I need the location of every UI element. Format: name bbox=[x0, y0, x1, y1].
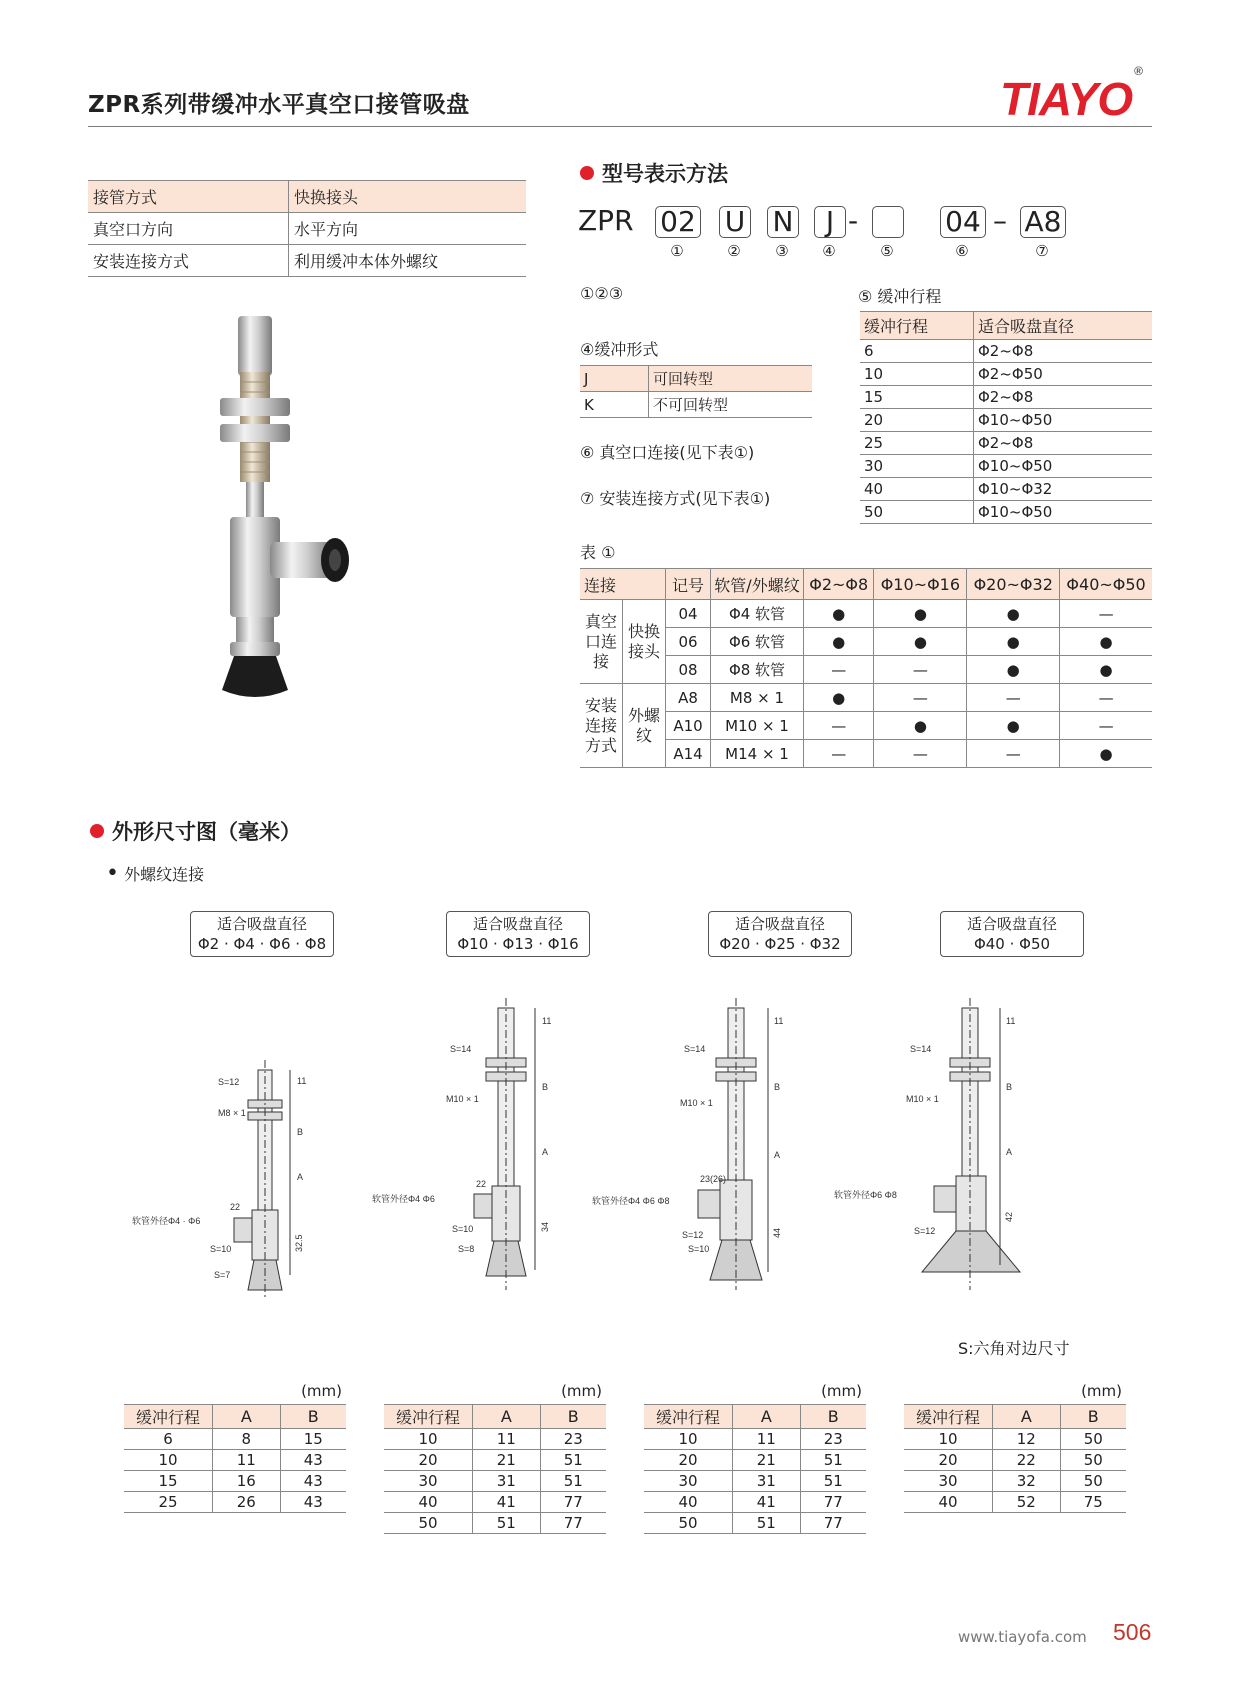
form-code: J bbox=[580, 366, 649, 392]
table-row bbox=[860, 409, 1152, 432]
header-cell: 软管/外螺纹 bbox=[711, 569, 804, 600]
model-code-7: A8 bbox=[1020, 206, 1066, 238]
drawing-3 bbox=[590, 990, 800, 1310]
mark-cell: — bbox=[1060, 600, 1152, 628]
cell: 51 bbox=[540, 1450, 606, 1471]
table-row bbox=[384, 1513, 606, 1534]
unit-label: (mm) bbox=[561, 1382, 602, 1400]
model-dash: - bbox=[848, 204, 859, 237]
cell: 50 bbox=[1060, 1450, 1126, 1471]
diameter-cell: Φ2~Φ50 bbox=[974, 363, 1153, 386]
cell: 51 bbox=[540, 1471, 606, 1492]
type-cell: M10 × 1 bbox=[711, 712, 804, 740]
cell: 40 bbox=[904, 1492, 993, 1513]
cell: 40 bbox=[644, 1492, 733, 1513]
mark-cell: — bbox=[874, 684, 967, 712]
cell: 51 bbox=[800, 1450, 866, 1471]
dims-section-title: 外形尺寸图（毫米） bbox=[90, 816, 301, 846]
cell: 20 bbox=[384, 1450, 473, 1471]
note-cushion-form: ④缓冲形式 bbox=[580, 340, 659, 359]
header-cell: B bbox=[1060, 1405, 1126, 1429]
type-cell: Φ8 软管 bbox=[711, 656, 804, 684]
brand-logo bbox=[1000, 63, 1142, 126]
page-title: ZPR系列带缓冲水平真空口接管吸盘 bbox=[88, 92, 470, 118]
spec-row bbox=[88, 213, 526, 245]
stroke-cell: 25 bbox=[860, 432, 974, 455]
label-b: B bbox=[774, 1082, 781, 1092]
cell: 10 bbox=[384, 1429, 473, 1450]
table-row bbox=[860, 340, 1152, 363]
mark-cell: ● bbox=[874, 600, 967, 628]
model-code-2: U bbox=[719, 206, 751, 238]
dims-subtitle: • 外螺纹连接 bbox=[106, 861, 205, 886]
table-row bbox=[860, 478, 1152, 501]
diameter-cell: Φ10~Φ32 bbox=[974, 478, 1153, 501]
mark-cell: — bbox=[1060, 684, 1152, 712]
label-a: A bbox=[1006, 1147, 1013, 1157]
model-code-5 bbox=[872, 206, 904, 238]
circle-number: ⑥ bbox=[955, 242, 969, 260]
table-row bbox=[904, 1471, 1126, 1492]
diameter-cell: Φ2~Φ8 bbox=[974, 340, 1153, 363]
spec-value: 水平方向 bbox=[289, 213, 527, 245]
header-cell: Φ40~Φ50 bbox=[1060, 569, 1152, 600]
page-number: 506 bbox=[1113, 1619, 1152, 1645]
drawing-1 bbox=[130, 1040, 330, 1310]
mark-cell: ● bbox=[804, 628, 874, 656]
header-cell: 缓冲行程 bbox=[384, 1405, 473, 1429]
label-hex-mid: S=10 bbox=[210, 1244, 232, 1254]
code-cell: 08 bbox=[666, 656, 711, 684]
table-row bbox=[644, 1471, 866, 1492]
mark-cell: ● bbox=[804, 684, 874, 712]
table-row bbox=[580, 684, 1152, 712]
cell: 77 bbox=[540, 1492, 606, 1513]
caption-box-2 bbox=[446, 911, 590, 957]
connection-table bbox=[580, 568, 1152, 768]
table1-caption: 表 ① bbox=[580, 543, 616, 562]
label-hex-low: S=7 bbox=[214, 1270, 231, 1280]
header-cell: 适合吸盘直径 bbox=[974, 312, 1153, 340]
label-a: A bbox=[774, 1150, 781, 1160]
stroke-cell: 50 bbox=[860, 501, 974, 524]
mark-cell: ● bbox=[967, 600, 1060, 628]
cell: 31 bbox=[733, 1471, 801, 1492]
table-row bbox=[644, 1450, 866, 1471]
cushion-form-table bbox=[580, 365, 812, 418]
cell: 15 bbox=[124, 1471, 213, 1492]
model-section-title: 型号表示方法 bbox=[580, 158, 728, 188]
header-cell: 缓冲行程 bbox=[644, 1405, 733, 1429]
caption-line: 适合吸盘直径 bbox=[472, 915, 563, 933]
table-row bbox=[580, 366, 812, 392]
header-cell: Φ10~Φ16 bbox=[874, 569, 967, 600]
cell: 77 bbox=[540, 1513, 606, 1534]
label-width: 22 bbox=[230, 1202, 241, 1212]
mark-cell: — bbox=[967, 740, 1060, 768]
table-row bbox=[124, 1450, 346, 1471]
cell: 22 bbox=[993, 1450, 1061, 1471]
code-cell: 04 bbox=[666, 600, 711, 628]
cell: 43 bbox=[280, 1450, 346, 1471]
header-cell: 缓冲行程 bbox=[860, 312, 974, 340]
table-row bbox=[580, 740, 1152, 768]
table-row bbox=[860, 455, 1152, 478]
label-b: B bbox=[1006, 1082, 1013, 1092]
table-row bbox=[580, 628, 1152, 656]
table-row bbox=[384, 1471, 606, 1492]
type-cell: M8 × 1 bbox=[711, 684, 804, 712]
circle-number: ⑤ bbox=[880, 242, 894, 260]
cell: 50 bbox=[384, 1513, 473, 1534]
group-sub-label: 外螺纹 bbox=[623, 684, 666, 768]
label-tube: 软管外径Φ4 · Φ6 bbox=[132, 1216, 201, 1226]
cell: 10 bbox=[904, 1429, 993, 1450]
label-hex-low: S=10 bbox=[688, 1244, 710, 1254]
header-cell: B bbox=[800, 1405, 866, 1429]
header-cell: 缓冲行程 bbox=[124, 1405, 213, 1429]
circle-number: ③ bbox=[775, 242, 789, 260]
caption-box-1 bbox=[190, 911, 334, 957]
registered-mark: ® bbox=[1134, 63, 1142, 78]
label-top: 11 bbox=[774, 1016, 784, 1026]
cell: 21 bbox=[733, 1450, 801, 1471]
table-row bbox=[580, 600, 1152, 628]
cell: 23 bbox=[540, 1429, 606, 1450]
spec-table bbox=[88, 180, 526, 277]
mark-cell: ● bbox=[967, 656, 1060, 684]
cell: 50 bbox=[644, 1513, 733, 1534]
table-row bbox=[124, 1471, 346, 1492]
label-top: 11 bbox=[297, 1076, 307, 1086]
label-thread: M10 × 1 bbox=[680, 1098, 713, 1108]
diameter-cell: Φ2~Φ8 bbox=[974, 432, 1153, 455]
mark-cell: — bbox=[874, 740, 967, 768]
header-cell: A bbox=[993, 1405, 1061, 1429]
label-a: A bbox=[297, 1172, 304, 1182]
label-height: 32.5 bbox=[294, 1234, 304, 1252]
label-hex-top: S=14 bbox=[684, 1044, 706, 1054]
table-row bbox=[124, 1492, 346, 1513]
label-top: 11 bbox=[542, 1016, 552, 1026]
product-photo bbox=[210, 312, 360, 732]
cell: 8 bbox=[213, 1429, 281, 1450]
drawing-2 bbox=[370, 990, 570, 1310]
model-code-6: 04 bbox=[940, 206, 986, 238]
dim-table-4 bbox=[904, 1382, 1126, 1513]
table-row bbox=[580, 392, 812, 418]
bullet-icon: • bbox=[106, 861, 119, 886]
table-row bbox=[124, 1429, 346, 1450]
dim-table-2 bbox=[384, 1382, 606, 1534]
table-header-row bbox=[580, 569, 1152, 600]
mark-cell: ● bbox=[1060, 656, 1152, 684]
cell: 25 bbox=[124, 1492, 213, 1513]
stroke-table bbox=[860, 311, 1152, 524]
table-row bbox=[580, 656, 1152, 684]
cell: 23 bbox=[800, 1429, 866, 1450]
cell: 30 bbox=[644, 1471, 733, 1492]
spec-value: 利用缓冲本体外螺纹 bbox=[289, 245, 527, 277]
model-code-3: N bbox=[767, 206, 799, 238]
cell: 12 bbox=[993, 1429, 1061, 1450]
cell: 41 bbox=[473, 1492, 541, 1513]
caption-line: Φ2 · Φ4 · Φ6 · Φ8 bbox=[197, 935, 327, 953]
label-hex-mid: S=12 bbox=[914, 1226, 936, 1236]
label-hex-top: S=14 bbox=[450, 1044, 472, 1054]
caption-line: 适合吸盘直径 bbox=[216, 915, 307, 933]
label-b: B bbox=[297, 1127, 304, 1137]
note-vacuum-port: ⑥ 真空口连接(见下表①) bbox=[580, 443, 755, 462]
note-stroke: ⑤ 缓冲行程 bbox=[858, 287, 942, 306]
cell: 6 bbox=[124, 1429, 213, 1450]
cell: 50 bbox=[1060, 1471, 1126, 1492]
code-cell: A10 bbox=[666, 712, 711, 740]
cell: 41 bbox=[733, 1492, 801, 1513]
logo-text: TIAYO bbox=[1000, 73, 1133, 125]
diameter-cell: Φ10~Φ50 bbox=[974, 409, 1153, 432]
circle-number: ② bbox=[727, 242, 741, 260]
form-desc: 不可回转型 bbox=[649, 392, 813, 418]
table-row bbox=[904, 1429, 1126, 1450]
caption-box-3 bbox=[708, 911, 852, 957]
cell: 16 bbox=[213, 1471, 281, 1492]
mark-cell: ● bbox=[804, 600, 874, 628]
label-height: 42 bbox=[1004, 1211, 1014, 1222]
dim-table-1 bbox=[124, 1382, 346, 1513]
note-123: ①②③ bbox=[580, 284, 624, 303]
header-cell: Φ20~Φ32 bbox=[967, 569, 1060, 600]
cell: 31 bbox=[473, 1471, 541, 1492]
cell: 10 bbox=[644, 1429, 733, 1450]
label-thread: M10 × 1 bbox=[446, 1094, 479, 1104]
footer-url: www.tiayofa.com bbox=[958, 1628, 1087, 1646]
spec-key: 接管方式 bbox=[88, 181, 289, 213]
cell: 77 bbox=[800, 1492, 866, 1513]
caption-line: Φ20 · Φ25 · Φ32 bbox=[719, 935, 841, 953]
cell: 11 bbox=[213, 1450, 281, 1471]
caption-line: Φ10 · Φ13 · Φ16 bbox=[457, 935, 579, 953]
spec-row bbox=[88, 181, 526, 213]
header-divider bbox=[88, 126, 1152, 127]
unit-label: (mm) bbox=[1081, 1382, 1122, 1400]
mark-cell: ● bbox=[874, 628, 967, 656]
mark-cell: — bbox=[874, 656, 967, 684]
code-cell: 06 bbox=[666, 628, 711, 656]
unit-label: (mm) bbox=[821, 1382, 862, 1400]
cell: 52 bbox=[993, 1492, 1061, 1513]
header-cell: Φ2~Φ8 bbox=[804, 569, 874, 600]
cell: 30 bbox=[904, 1471, 993, 1492]
table-header-row bbox=[644, 1405, 866, 1429]
cell: 32 bbox=[993, 1471, 1061, 1492]
cell: 11 bbox=[473, 1429, 541, 1450]
circle-number: ① bbox=[670, 242, 684, 260]
code-cell: A14 bbox=[666, 740, 711, 768]
header-cell: B bbox=[280, 1405, 346, 1429]
label-height: 44 bbox=[772, 1227, 782, 1238]
cell: 20 bbox=[644, 1450, 733, 1471]
form-desc: 可回转型 bbox=[649, 366, 813, 392]
cell: 21 bbox=[473, 1450, 541, 1471]
label-tube: 软管外径Φ4 Φ6 bbox=[372, 1194, 435, 1204]
label-thread: M8 × 1 bbox=[218, 1108, 246, 1118]
header-cell: A bbox=[213, 1405, 281, 1429]
cell: 43 bbox=[280, 1471, 346, 1492]
table-header-row bbox=[860, 312, 1152, 340]
stroke-cell: 40 bbox=[860, 478, 974, 501]
stroke-cell: 20 bbox=[860, 409, 974, 432]
cell: 43 bbox=[280, 1492, 346, 1513]
cell: 75 bbox=[1060, 1492, 1126, 1513]
diameter-cell: Φ10~Φ50 bbox=[974, 501, 1153, 524]
stroke-cell: 30 bbox=[860, 455, 974, 478]
group-label: 真空口连接 bbox=[580, 600, 623, 684]
cell: 51 bbox=[800, 1471, 866, 1492]
label-width: 22 bbox=[476, 1179, 487, 1189]
dim-table-3 bbox=[644, 1382, 866, 1534]
caption-line: 适合吸盘直径 bbox=[734, 915, 825, 933]
mark-cell: ● bbox=[967, 628, 1060, 656]
label-thread: M10 × 1 bbox=[906, 1094, 939, 1104]
table-row bbox=[860, 363, 1152, 386]
circle-number: ④ bbox=[822, 242, 836, 260]
table-row bbox=[904, 1450, 1126, 1471]
cell: 11 bbox=[733, 1429, 801, 1450]
group-label: 安装连接方式 bbox=[580, 684, 623, 768]
red-dot-icon bbox=[580, 166, 594, 180]
model-code-1: 02 bbox=[655, 206, 701, 238]
table-row bbox=[860, 432, 1152, 455]
cell: 51 bbox=[473, 1513, 541, 1534]
cell: 10 bbox=[124, 1450, 213, 1471]
spec-value: 快换接头 bbox=[289, 181, 527, 213]
circle-number: ⑦ bbox=[1035, 242, 1049, 260]
cell: 30 bbox=[384, 1471, 473, 1492]
label-tube: 软管外径Φ4 Φ6 Φ8 bbox=[592, 1196, 670, 1206]
header-cell: 记号 bbox=[666, 569, 711, 600]
type-cell: Φ4 软管 bbox=[711, 600, 804, 628]
diameter-cell: Φ2~Φ8 bbox=[974, 386, 1153, 409]
table-row bbox=[644, 1513, 866, 1534]
caption-line: 适合吸盘直径 bbox=[966, 915, 1057, 933]
header-cell: 缓冲行程 bbox=[904, 1405, 993, 1429]
mark-cell: ● bbox=[1060, 740, 1152, 768]
table-row bbox=[644, 1429, 866, 1450]
type-cell: M14 × 1 bbox=[711, 740, 804, 768]
caption-box-4 bbox=[940, 911, 1084, 957]
spec-row bbox=[88, 245, 526, 277]
code-cell: A8 bbox=[666, 684, 711, 712]
cell: 50 bbox=[1060, 1429, 1126, 1450]
model-code-4: J bbox=[814, 206, 846, 238]
group-sub-label: 快换接头 bbox=[623, 600, 666, 684]
stroke-cell: 6 bbox=[860, 340, 974, 363]
label-a: A bbox=[542, 1147, 549, 1157]
type-cell: Φ6 软管 bbox=[711, 628, 804, 656]
spec-key: 安装连接方式 bbox=[88, 245, 289, 277]
diameter-cell: Φ10~Φ50 bbox=[974, 455, 1153, 478]
unit-label: (mm) bbox=[301, 1382, 342, 1400]
spec-key: 真空口方向 bbox=[88, 213, 289, 245]
label-b: B bbox=[542, 1082, 549, 1092]
note-mounting: ⑦ 安装连接方式(见下表①) bbox=[580, 489, 771, 508]
cell: 51 bbox=[733, 1513, 801, 1534]
cell: 40 bbox=[384, 1492, 473, 1513]
header-cell: 连接 bbox=[580, 569, 666, 600]
caption-line: Φ40 · Φ50 bbox=[973, 935, 1051, 953]
cell: 26 bbox=[213, 1492, 281, 1513]
cell: 15 bbox=[280, 1429, 346, 1450]
table-row bbox=[384, 1429, 606, 1450]
table-header-row bbox=[384, 1405, 606, 1429]
mark-cell: ● bbox=[874, 712, 967, 740]
header-cell: B bbox=[540, 1405, 606, 1429]
model-dash: – bbox=[993, 204, 1007, 237]
mark-cell: ● bbox=[1060, 628, 1152, 656]
hex-note: S:六角对边尺寸 bbox=[958, 1339, 1070, 1358]
mark-cell: — bbox=[1060, 712, 1152, 740]
model-prefix: ZPR bbox=[578, 204, 634, 237]
table-row bbox=[644, 1492, 866, 1513]
label-height: 34 bbox=[540, 1221, 550, 1232]
red-dot-icon bbox=[90, 824, 104, 838]
label-top: 11 bbox=[1006, 1016, 1016, 1026]
label-hex-top: S=14 bbox=[910, 1044, 932, 1054]
header-cell: A bbox=[733, 1405, 801, 1429]
mark-cell: ● bbox=[967, 712, 1060, 740]
table-row bbox=[580, 712, 1152, 740]
label-hex-mid: S=12 bbox=[682, 1230, 704, 1240]
mark-cell: — bbox=[804, 712, 874, 740]
label-tube: 软管外径Φ6 Φ8 bbox=[834, 1190, 897, 1200]
cell: 20 bbox=[904, 1450, 993, 1471]
table-row bbox=[860, 386, 1152, 409]
header-cell: A bbox=[473, 1405, 541, 1429]
label-hex-mid: S=10 bbox=[452, 1224, 474, 1234]
mark-cell: — bbox=[967, 684, 1060, 712]
form-code: K bbox=[580, 392, 649, 418]
mark-cell: — bbox=[804, 740, 874, 768]
label-hex-low: S=8 bbox=[458, 1244, 475, 1254]
table-row bbox=[384, 1450, 606, 1471]
mark-cell: — bbox=[804, 656, 874, 684]
table-row bbox=[384, 1492, 606, 1513]
cell: 77 bbox=[800, 1513, 866, 1534]
table-row bbox=[860, 501, 1152, 524]
table-header-row bbox=[904, 1405, 1126, 1429]
label-width: 23(26) bbox=[700, 1174, 727, 1184]
table-header-row bbox=[124, 1405, 346, 1429]
stroke-cell: 15 bbox=[860, 386, 974, 409]
label-hex-top: S=12 bbox=[218, 1077, 240, 1087]
table-row bbox=[904, 1492, 1126, 1513]
drawing-4 bbox=[830, 990, 1030, 1310]
stroke-cell: 10 bbox=[860, 363, 974, 386]
